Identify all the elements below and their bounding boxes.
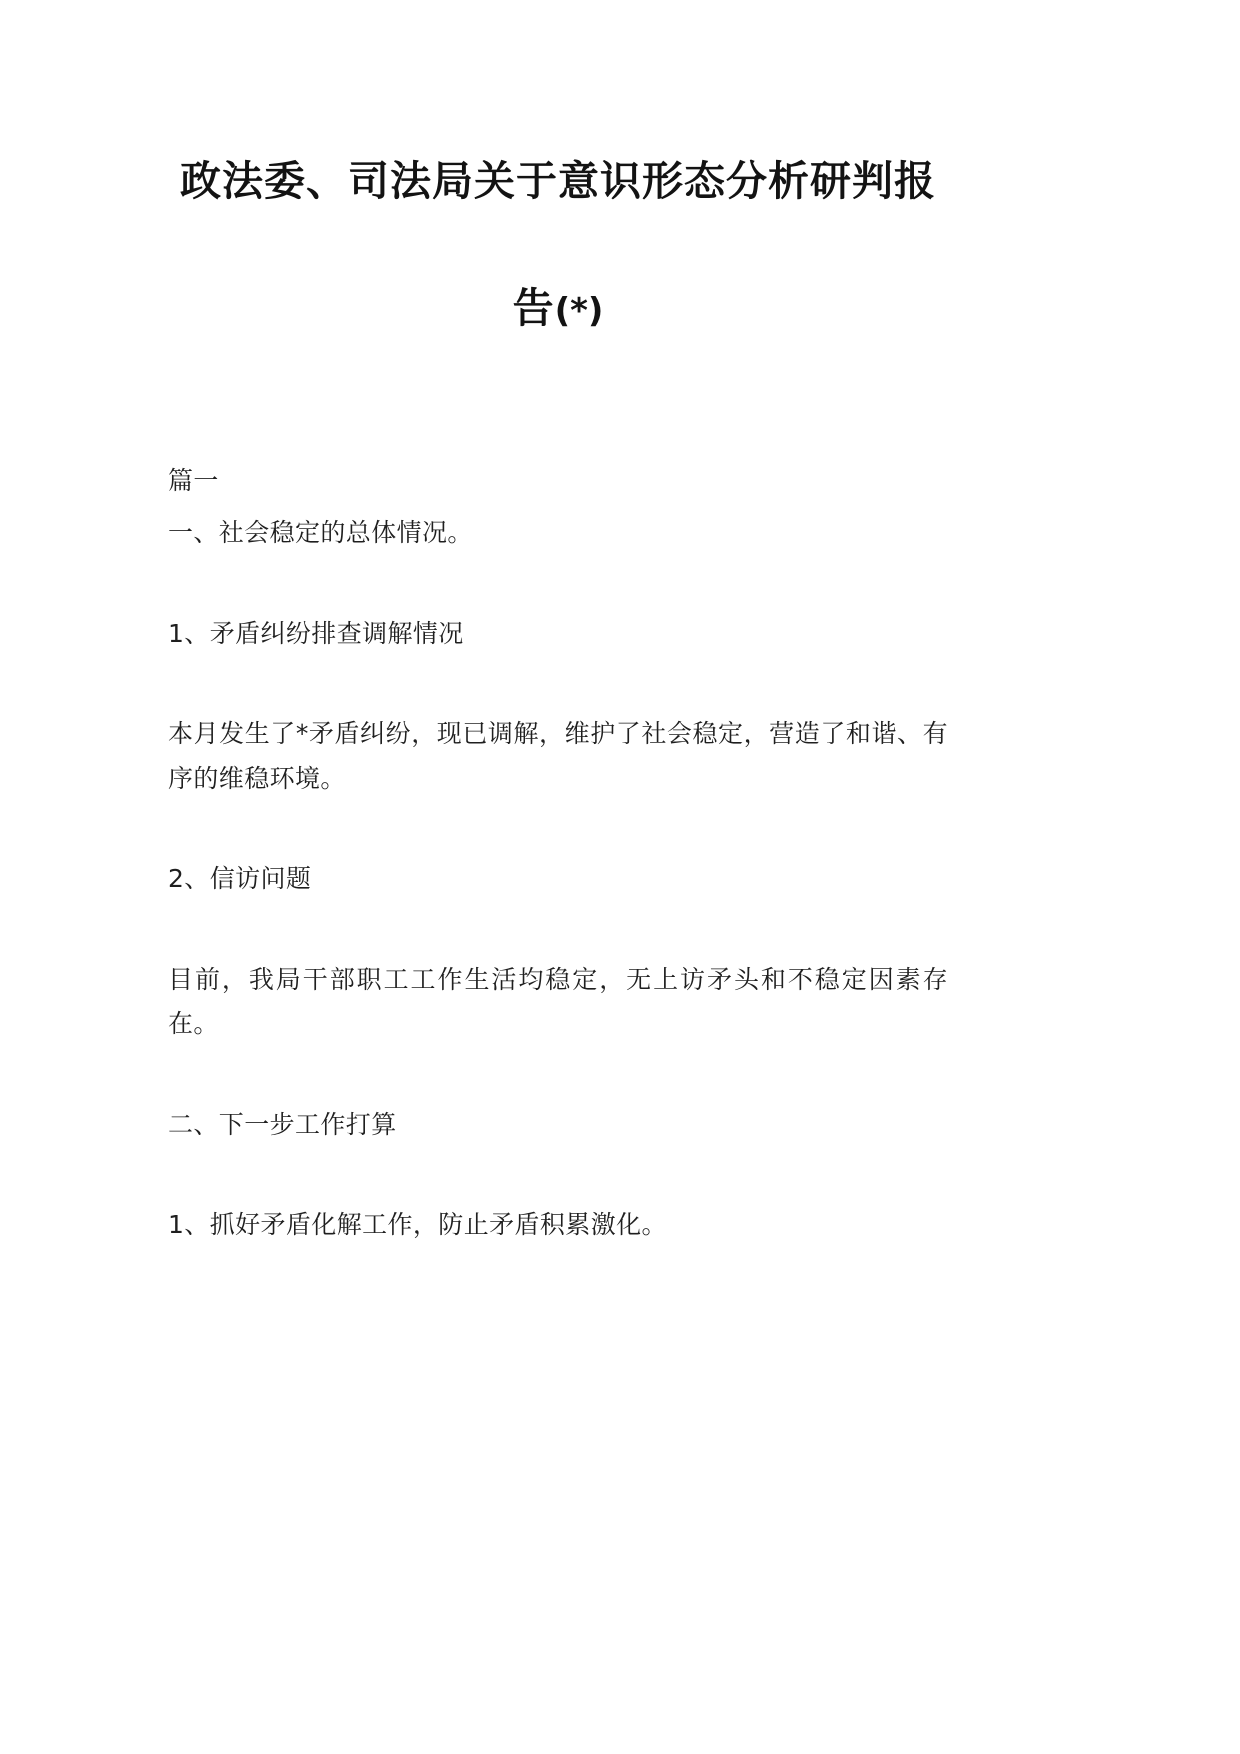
item-1-title: 1、矛盾纠纷排查调解情况 <box>168 618 464 648</box>
document-content <box>168 150 948 1304</box>
page-title-suffix: (*) <box>554 291 604 332</box>
item-2-body: 目前，我局干部职工工作生活均稳定，无上访矛头和不稳定因素存在。 <box>168 964 948 1039</box>
page-title <box>168 150 948 341</box>
page-title-line-1: 政法委、司法局关于意识形态分析研判报 <box>180 157 936 205</box>
page-title-line-2: 告 <box>512 284 555 333</box>
section-label: 篇一 <box>168 465 219 495</box>
item-2-title: 2、信访问题 <box>168 864 312 894</box>
item-1-body: 本月发生了*矛盾纠纷，现已调解，维护了社会稳定，营造了和谐、有序的维稳环境。 <box>168 719 948 793</box>
heading-section-two: 二、下一步工作打算 <box>168 1109 397 1139</box>
plan-item-1: 1、抓好矛盾化解工作，防止矛盾积累激化。 <box>168 1210 667 1240</box>
document-body <box>168 459 948 1248</box>
heading-section-one: 一、社会稳定的总体情况。 <box>168 518 473 548</box>
